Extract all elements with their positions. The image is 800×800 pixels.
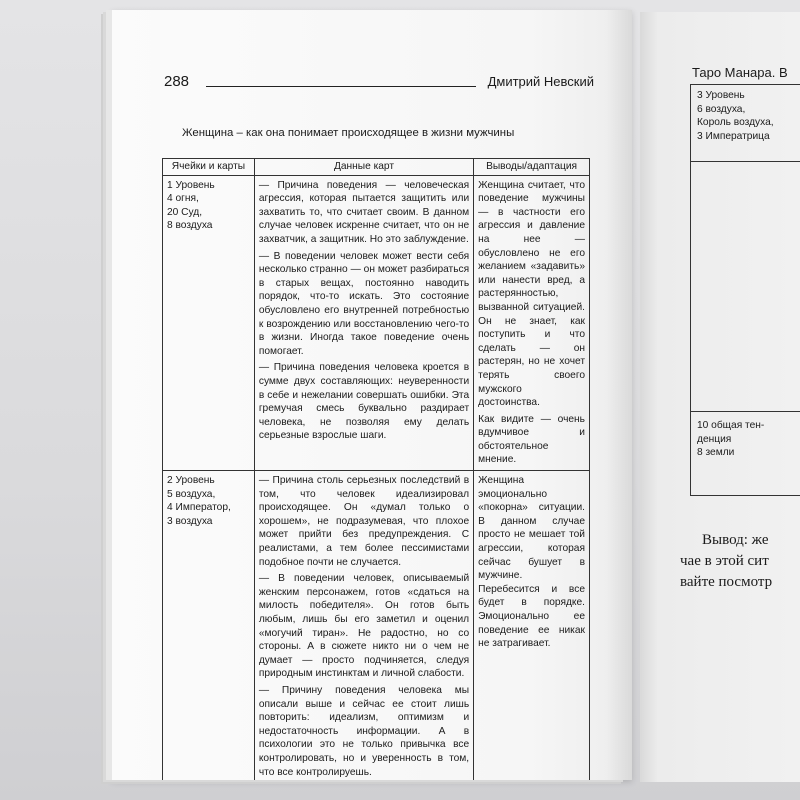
conclusion-paragraph: Женщина эмоционально «покорна» ситуации. В данном случае просто не мешает той агрессии, которая сейчас бушует в мужчине. Перебесится и все будет в порядке. Эмоционально ее поведение ее никак не затрагивает. bbox=[478, 475, 585, 650]
body-line: Вывод: же bbox=[702, 532, 769, 548]
data-paragraph: — Причину поведения человека мы описали выше и сейчас ее стоит лишь повторить: идеализм, оптимизм и недостаточность информации. А в психологии это не только привычка все контролировать, но и уверенность в том, что все контролируешь. bbox=[258, 684, 470, 778]
card-line: 4 Император, bbox=[167, 502, 231, 514]
card-line: денция bbox=[697, 433, 732, 445]
card-line: 1 Уровень bbox=[167, 179, 215, 191]
data-paragraph: — Причина поведения человека кроется в сумме двух составляющих: неуверенности в себе и нежелании совершать ошибки. Эта гремучая смесь буквально раздирает человека, не позволяя ему делать серьезные взрослые шаги. bbox=[258, 362, 470, 442]
table-row bbox=[163, 471, 590, 780]
row-cards bbox=[163, 471, 255, 780]
row-conclusions bbox=[474, 175, 590, 470]
right-table-divider bbox=[691, 161, 800, 162]
author-name: Дмитрий Невский bbox=[487, 74, 594, 89]
right-body-text bbox=[680, 530, 800, 593]
right-table-top-cell bbox=[691, 85, 800, 147]
left-page bbox=[112, 10, 632, 780]
cards-table bbox=[162, 158, 590, 780]
card-line: 2 Уровень bbox=[167, 475, 215, 487]
card-line: 10 общая тен- bbox=[697, 420, 765, 431]
page-number: 288 bbox=[164, 73, 190, 90]
table-title: Женщина – как она понимает происходящее в жизни мужчины bbox=[182, 127, 515, 139]
data-paragraph: — Причина столь серьезных последствий в том, что человек идеализировал происходящее. Он «думал только о хорошем», не подразумевая, что плохое может прийти без предупреждения. С реалистами, а тем более пессимистами подобное почти не случается. bbox=[258, 475, 470, 568]
page-gutter-shadow bbox=[606, 10, 632, 780]
header-cells: Ячейки и карты bbox=[163, 159, 255, 176]
card-line: 4 огня, bbox=[167, 193, 199, 205]
row-cards bbox=[163, 175, 255, 470]
row-conclusions bbox=[474, 471, 590, 780]
right-running-head: Таро Манара. В bbox=[692, 65, 788, 80]
card-line: 6 воздуха, bbox=[697, 103, 746, 115]
header-rule bbox=[206, 86, 476, 87]
card-line: 8 воздуха bbox=[167, 220, 213, 232]
card-line: 20 Суд, bbox=[167, 206, 203, 218]
row-data bbox=[254, 175, 473, 470]
right-page bbox=[640, 12, 800, 782]
conclusion-paragraph: Как видите — очень вдумчивое и обстоятельное мнение. bbox=[478, 413, 585, 466]
header-conclusions: Выводы/адаптация bbox=[474, 159, 590, 176]
card-line: 8 земли bbox=[697, 447, 735, 459]
body-line: вайте посмотр bbox=[680, 574, 773, 590]
card-line: 5 воздуха, bbox=[167, 488, 216, 500]
card-line: Король воздуха, bbox=[697, 117, 774, 129]
row-data bbox=[254, 471, 473, 780]
body-line: чае в этой сит bbox=[680, 553, 769, 569]
data-paragraph: — В поведении человек, описываемый женским персонажем, готов «сдаться на милость победителя». Он готов быть любым, лишь бы его заметил и оценил «могучий тиран». Не радостно, но со стороны. А в сюжете никто ни о чем не думает — просто подчиняется, следуя природным инстинктам и личной слабости. bbox=[258, 573, 470, 680]
table-row bbox=[163, 175, 590, 470]
right-table-bottom-cell bbox=[691, 415, 770, 464]
conclusion-paragraph: Женщина считает, что поведение мужчины — в частности его агрессия и давление на нее — обусловлено не его желанием «задавить» или нанести вред, а растерянностью, вызванной ситуацией. Он не знает, как поступить и что сделать — он растерян, но не хочет терять своего мужского достоинства. bbox=[478, 179, 585, 409]
data-paragraph: — В поведении человек может вести себя несколько странно — он может разбираться в старых вещах, постоянно наводить порядок, что-то искать. Это состояние обусловлено его внутренней потребностью к возрождению или восстановлению чего-то в жизни. Иногда такое поведение очень помогает. bbox=[258, 250, 470, 357]
card-line: 3 воздуха bbox=[167, 515, 213, 527]
right-table bbox=[690, 84, 800, 496]
card-line: 3 Императрица bbox=[697, 130, 770, 142]
data-paragraph: — Причина поведения — человеческая агрессия, которая пытается защитить или захватить то, что считает своим. В данном случае человек искренне считает, что он не захватчик, а защитник. Но это заблуждение. bbox=[258, 179, 470, 245]
running-head bbox=[164, 73, 594, 97]
table-header-row bbox=[163, 159, 590, 176]
header-data: Данные карт bbox=[254, 159, 473, 176]
card-line: 3 Уровень bbox=[697, 90, 745, 101]
right-table-divider bbox=[691, 411, 800, 412]
